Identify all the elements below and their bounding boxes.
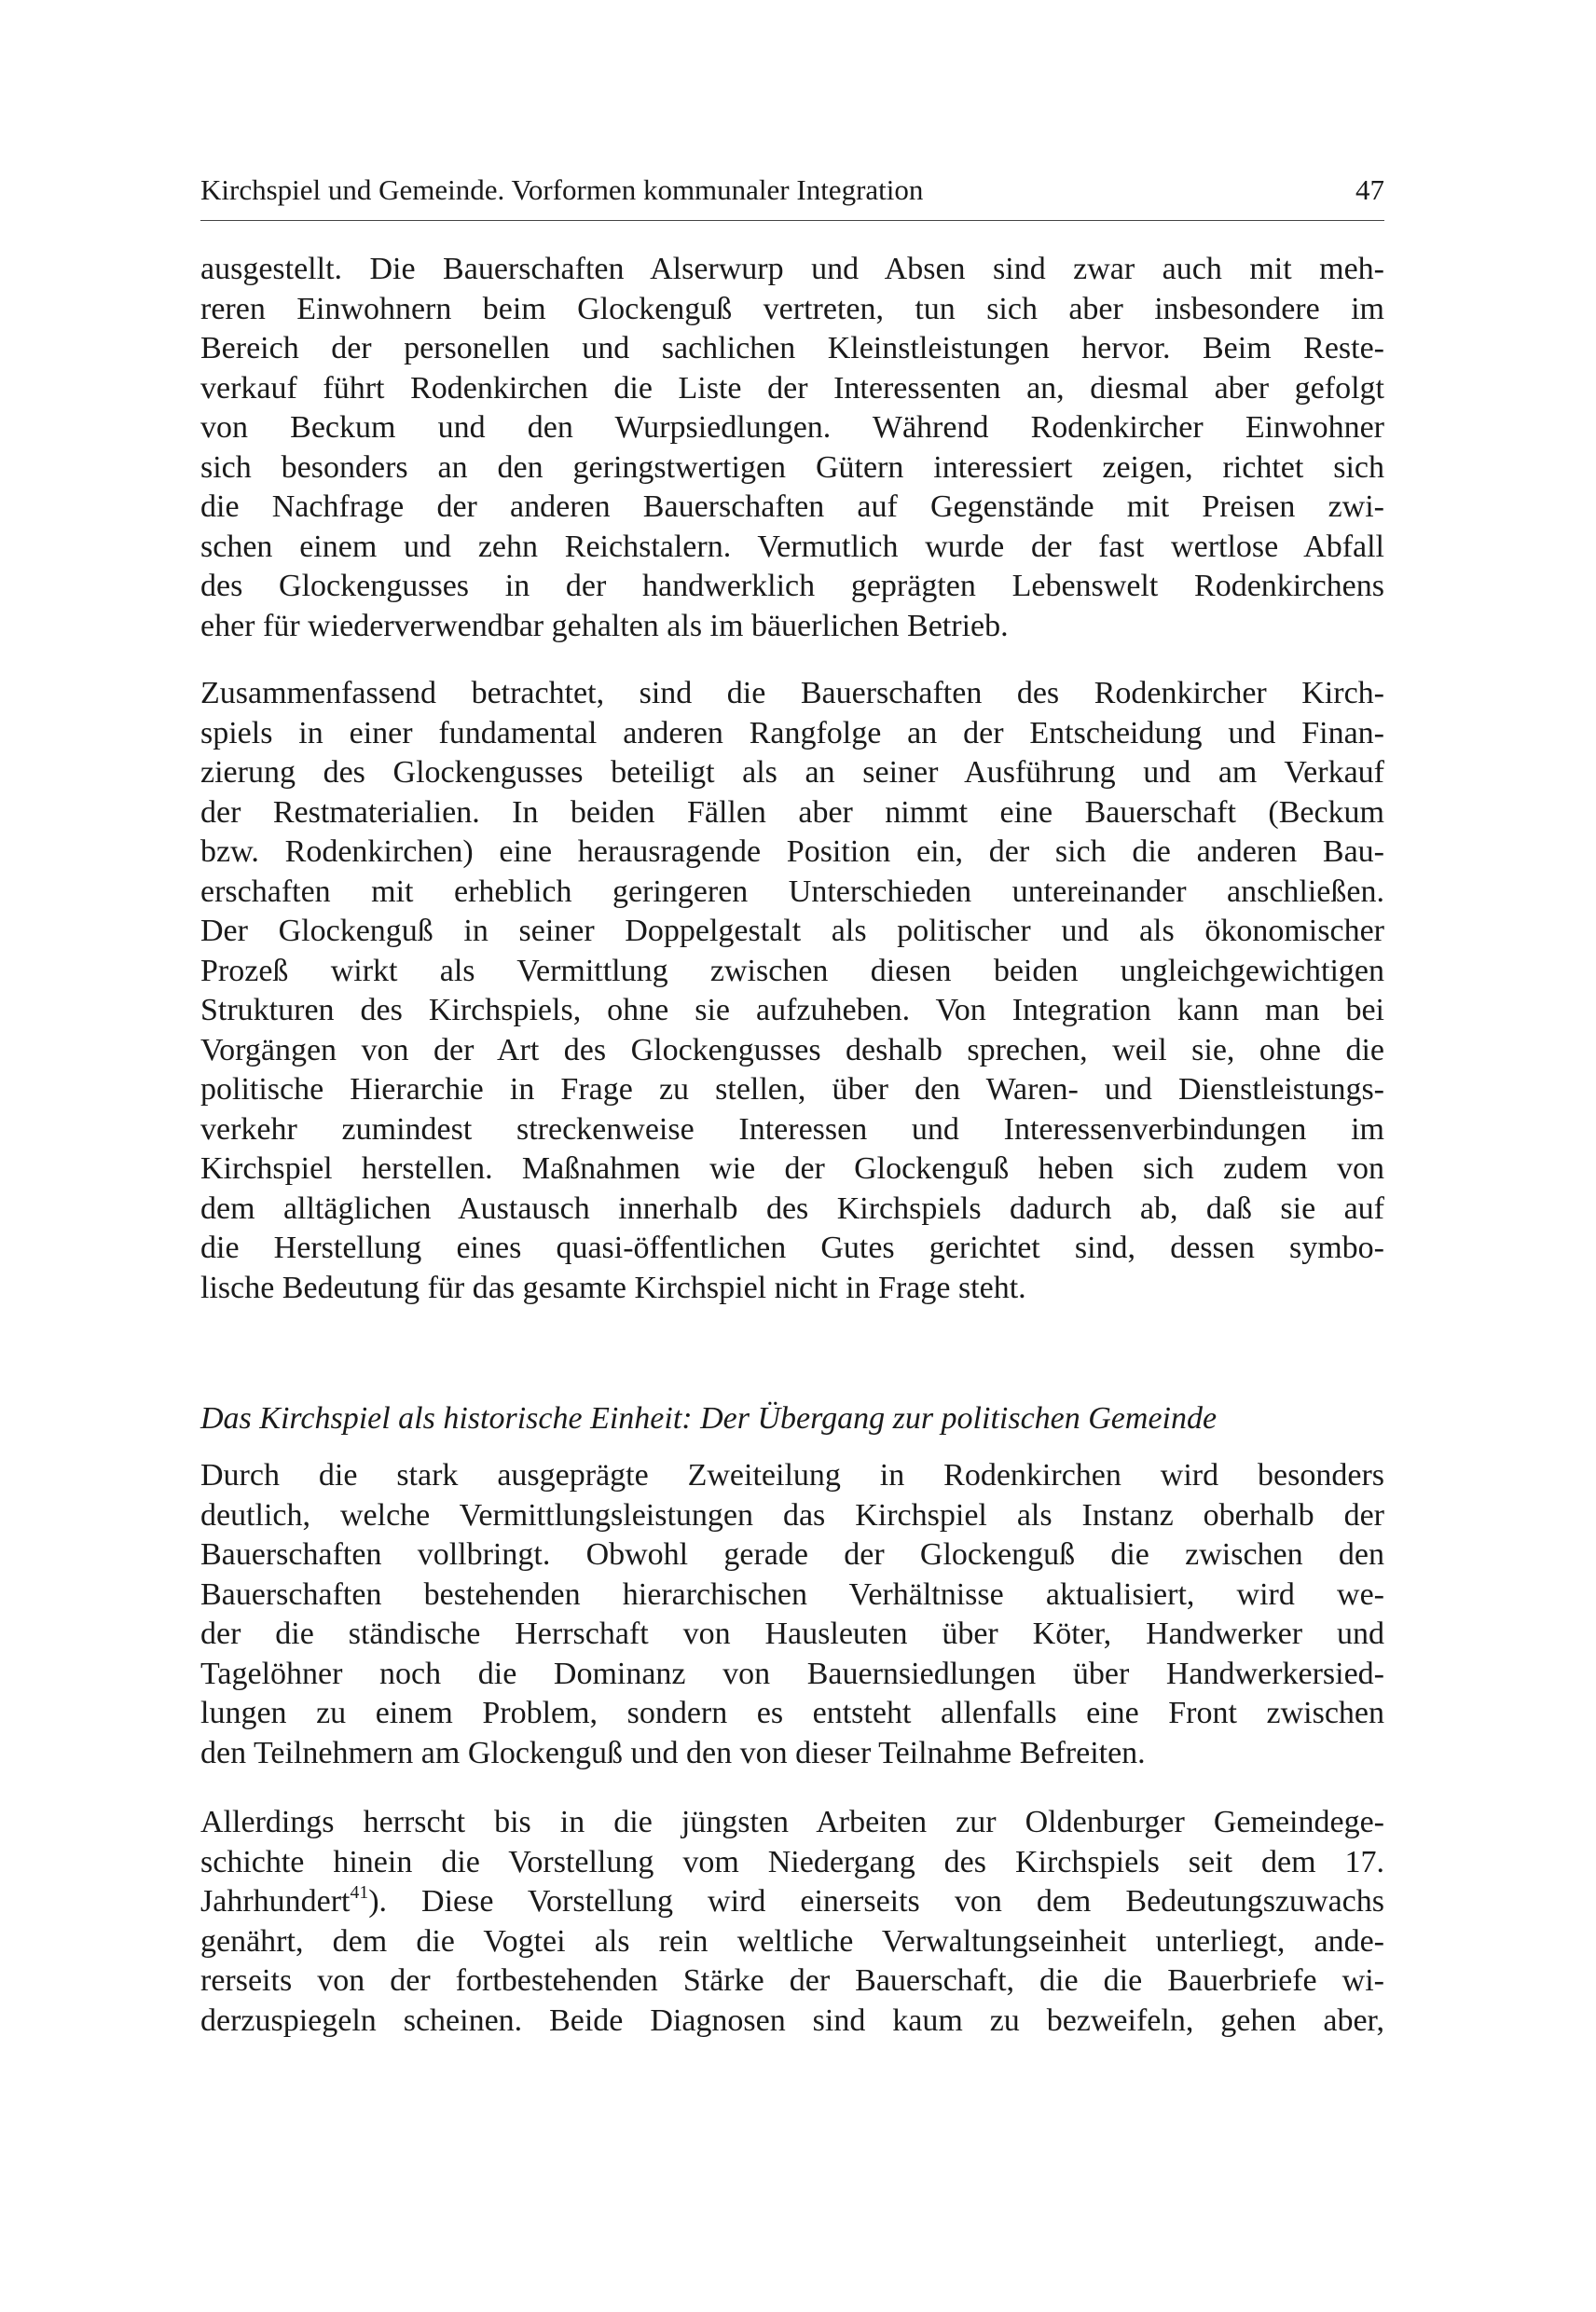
text-line: reren Einwohnern beim Glockenguß vertreten, tun sich aber insbesondere im	[200, 291, 1384, 326]
text-line: Durch die stark ausgeprägte Zweiteilung in Rodenkirchen wird besonders	[200, 1458, 1384, 1493]
text-line: Kirchspiel herstellen. Maßnahmen wie der Glockenguß heben sich zudem von	[200, 1151, 1384, 1186]
text-line: derzuspiegeln scheinen. Beide Diagnosen sind kaum zu bezweifeln, gehen aber,	[200, 2002, 1384, 2038]
text-line: zierung des Glockengusses beteiligt als an seiner Ausführung und am Verkauf	[200, 755, 1384, 790]
text-line: Vorgängen von der Art des Glockengusses deshalb sprechen, weil sie, ohne die	[200, 1032, 1384, 1067]
text-line: die Nachfrage der anderen Bauerschaften auf Gegenstände mit Preisen zwi-	[200, 489, 1384, 524]
running-head	[200, 168, 1384, 213]
text-line: ausgestellt. Die Bauerschaften Alserwurp und Absen sind zwar auch mit meh-	[200, 252, 1384, 286]
text-line: eher für wiederverwendbar gehalten als im bäuerlichen Betrieb.	[200, 608, 1009, 643]
running-head-title: Kirchspiel und Gemeinde. Vorformen kommunaler Integration	[200, 173, 924, 206]
text-line: verkehr zumindest streckenweise Interessen und Interessenverbindungen im	[200, 1111, 1384, 1147]
text-line: Bauerschaften bestehenden hierarchischen Verhältnisse aktualisiert, wird we-	[200, 1576, 1384, 1612]
text-line: verkauf führt Rodenkirchen die Liste der Interessenten an, diesmal aber gefolgt	[200, 370, 1384, 406]
footnote-reference[interactable]: 41	[350, 1882, 369, 1904]
text-line: politische Hierarchie in Frage zu stellen, über den Waren- und Dienstleistungs-	[200, 1072, 1384, 1107]
text-line: lungen zu einem Problem, sondern es entsteht allenfalls eine Front zwischen	[200, 1696, 1384, 1730]
text-line: des Glockengusses in der handwerklich geprägten Lebenswelt Rodenkirchens	[200, 569, 1384, 603]
text-line: rerseits von der fortbestehenden Stärke der Bauerschaft, die die Bauerbriefe wi-	[200, 1963, 1384, 1998]
text-line: sich besonders an den geringstwertigen Gütern interessiert zeigen, richtet sich	[200, 449, 1384, 485]
paragraph-2	[200, 674, 1384, 1308]
text-line	[200, 1882, 1384, 1922]
text-line: bzw. Rodenkirchen) eine herausragende Position ein, der sich die anderen Bau-	[200, 834, 1384, 869]
text-line: deutlich, welche Vermittlungsleistungen das Kirchspiel als Instanz oberhalb der	[200, 1497, 1384, 1533]
text-line: erschaften mit erheblich geringeren Unterschieden untereinander anschließen.	[200, 874, 1384, 909]
header-rule	[200, 220, 1384, 221]
text-line: lische Bedeutung für das gesamte Kirchspiel nicht in Frage steht.	[200, 1270, 1026, 1305]
paragraph-4	[200, 1803, 1384, 2041]
text-line: den Teilnehmern am Glockenguß und den von dieser Teilnahme Befreiten.	[200, 1735, 1146, 1770]
text-line: genährt, dem die Vogtei als rein weltliche Verwaltungseinheit unterliegt, ande-	[200, 1923, 1384, 1959]
text-line: der Restmaterialien. In beiden Fällen aber nimmt eine Bauerschaft (Beckum	[200, 794, 1384, 830]
text-line: spiels in einer fundamental anderen Rangfolge an der Entscheidung und Finan-	[200, 715, 1384, 750]
text-line: dem alltäglichen Austausch innerhalb des Kirchspiels dadurch ab, daß sie auf	[200, 1190, 1384, 1226]
text-run: ). Diese Vorstellung wird einerseits von dem Bedeutungszuwachs	[368, 1884, 1384, 1919]
text-line: Bereich der personellen und sachlichen Kleinstleistungen hervor. Beim Reste-	[200, 331, 1384, 365]
text-line: Strukturen des Kirchspiels, ohne sie aufzuheben. Von Integration kann man bei	[200, 993, 1384, 1027]
page-number: 47	[1355, 173, 1384, 206]
text-run: Jahrhundert	[200, 1884, 351, 1919]
text-line: der die ständische Herrschaft von Hausleuten über Köter, Handwerker und	[200, 1617, 1384, 1651]
text-line: Tagelöhner noch die Dominanz von Bauernsiedlungen über Handwerkersied-	[200, 1656, 1384, 1691]
text-line: Prozeß wirkt als Vermittlung zwischen diesen beiden ungleichgewichtigen	[200, 953, 1384, 988]
text-line: Bauerschaften vollbringt. Obwohl gerade der Glockenguß die zwischen den	[200, 1537, 1384, 1572]
text-line: Allerdings herrscht bis in die jüngsten Arbeiten zur Oldenburger Gemeindege-	[200, 1805, 1384, 1839]
text-line: die Herstellung eines quasi-öffentlichen Gutes gerichtet sind, dessen symbo-	[200, 1231, 1384, 1265]
text-line: von Beckum und den Wurpsiedlungen. Während Rodenkircher Einwohner	[200, 410, 1384, 445]
paragraph-1	[200, 250, 1384, 646]
text-line: Zusammenfassend betrachtet, sind die Bauerschaften des Rodenkircher Kirch-	[200, 676, 1384, 710]
text-line: schichte hinein die Vorstellung vom Niedergang des Kirchspiels seit dem 17.	[200, 1844, 1384, 1879]
paragraph-3	[200, 1456, 1384, 1773]
text-line: schen einem und zehn Reichstalern. Vermutlich wurde der fast wertlose Abfall	[200, 529, 1384, 564]
text-line: Der Glockenguß in seiner Doppelgestalt als politischer und als ökonomischer	[200, 914, 1384, 948]
section-heading: Das Kirchspiel als historische Einheit: Der Übergang zur politischen Gemeinde	[200, 1401, 1218, 1436]
